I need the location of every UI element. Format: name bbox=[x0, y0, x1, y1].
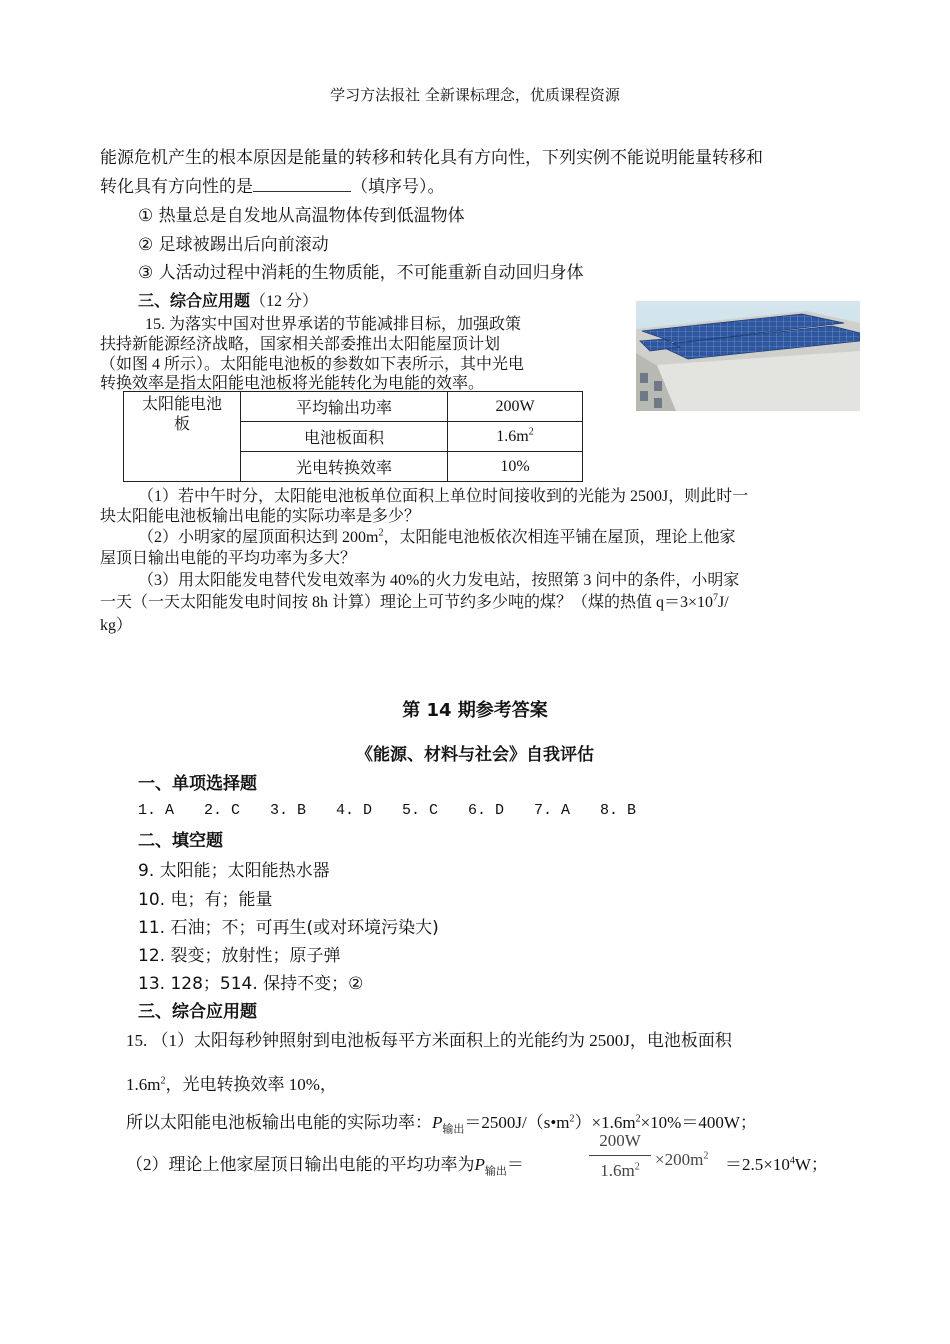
q15-sub3-text: 一天（一天太阳能发电时间按 8h 计算）理论上可节约多少吨的煤？（煤的热值 q＝3×10 bbox=[100, 594, 714, 611]
q14-option-2: ② 足球被踢出后向前滚动 bbox=[138, 235, 329, 255]
answer-15-line-4 bbox=[126, 1150, 524, 1178]
power-eq-part-3: ×10%＝400W； bbox=[640, 1113, 757, 1132]
answers-subtitle: 《能源、材料与社会》自我评估 bbox=[356, 745, 594, 765]
section-3-score: （12 分） bbox=[250, 293, 319, 310]
q15-intro-4: 转换效率是指太阳能电池板将光能转化为电能的效率。 bbox=[100, 375, 485, 392]
q15-sub1-line-1: （1）若中午时分，太阳能电池板单位面积上单位时间接收到的光能为 2500J，则此时一 bbox=[138, 488, 749, 505]
answer-15-line-2 bbox=[126, 1070, 337, 1095]
q15-sub3-line-2 bbox=[100, 589, 729, 612]
power-eq-exponent-2: 2 bbox=[635, 1113, 641, 1125]
avg-power-symbol: P bbox=[474, 1155, 485, 1174]
answer-15-line-1: 15. （1）太阳每秒钟照射到电池板每平方米面积上的光能约为 2500J，电池板面积 bbox=[126, 1031, 732, 1050]
q15-intro-2: 扶持新能源经济战略，国家相关部委推出太阳能屋顶计划 bbox=[100, 336, 501, 353]
fraction-bar bbox=[589, 1155, 651, 1156]
param-label-area: 电池板面积 bbox=[241, 422, 448, 452]
solar-panel-parameters-table bbox=[123, 391, 583, 482]
q14-line-2 bbox=[100, 172, 445, 197]
q14-option-1: ① 热量总是自发地从高温物体传到低温物体 bbox=[138, 206, 465, 226]
q14-stem-end: （填序号）。 bbox=[351, 177, 445, 197]
q14-option-3: ③ 人活动过程中消耗的生物质能，不可能重新自动回归身体 bbox=[138, 263, 584, 283]
fill-answer-9: 9. 太阳能；太阳能热水器 bbox=[138, 861, 330, 881]
power-eq-part-2: ）×1.6m bbox=[574, 1113, 636, 1132]
answer-15-area-exponent: 2 bbox=[160, 1075, 166, 1087]
power-eq-exponent-1: 2 bbox=[569, 1113, 575, 1125]
solar-roof-image bbox=[636, 301, 860, 411]
result-unit: W； bbox=[794, 1155, 828, 1174]
param-label-power: 平均输出功率 bbox=[241, 392, 448, 422]
q15-sub2-exponent: 2 bbox=[378, 527, 384, 539]
row-header-line-1: 太阳能电池 bbox=[141, 396, 222, 413]
param-label-efficiency: 光电转换效率 bbox=[241, 452, 448, 482]
answers-section-1: 一、单项选择题 bbox=[138, 774, 257, 794]
power-eq-part-1: ＝2500J/（s•m bbox=[464, 1113, 570, 1132]
answer-15-avg-label: （2）理论上他家屋顶日输出电能的平均功率为 bbox=[126, 1155, 475, 1174]
answer-15-line-3 bbox=[126, 1108, 757, 1136]
section-3-title: 三、综合应用题 bbox=[138, 291, 251, 310]
answers-section-2: 二、填空题 bbox=[138, 831, 223, 851]
q15-sub2-line-2: 屋顶日输出电能的平均功率为多大？ bbox=[100, 550, 357, 567]
avg-power-subscript: 输出 bbox=[484, 1165, 507, 1178]
q15-intro-1: 15. 为落实中国对世界承诺的节能减排目标，加强政策 bbox=[145, 316, 522, 333]
table-row-header bbox=[124, 392, 241, 482]
multiplier-value: ×200m bbox=[655, 1150, 704, 1169]
fraction-numerator: 200W bbox=[599, 1131, 641, 1150]
choice-answers: 1. A 2. C 3. B 4. D 5. C 6. D 7. A 8. B bbox=[138, 802, 637, 819]
answer-15-area: 1.6m bbox=[126, 1075, 161, 1094]
param-value-area bbox=[448, 422, 583, 452]
q15-sub3-line-3: kg） bbox=[100, 617, 133, 634]
param-value-power: 200W bbox=[448, 392, 583, 422]
answer-blank bbox=[253, 177, 351, 192]
fraction-denominator bbox=[589, 1161, 651, 1181]
q15-intro-3: （如图 4 所示）。太阳能电池板的参数如下表所示，其中光电 bbox=[100, 356, 525, 373]
answers-title: 第 14 期参考答案 bbox=[402, 700, 548, 721]
answer-15-result bbox=[725, 1150, 828, 1175]
area-exponent: 2 bbox=[528, 426, 534, 438]
fill-answer-11: 11. 石油；不；可再生(或对环境污染大) bbox=[138, 918, 439, 938]
q15-sub2-text: （2）小明家的屋顶面积达到 200m bbox=[138, 529, 379, 546]
q14-line-1: 能源危机产生的根本原因是能量的转移和转化具有方向性，下列实例不能说明能量转移和 bbox=[100, 148, 763, 168]
row-header-line-2: 板 bbox=[173, 416, 190, 433]
denominator-value: 1.6m bbox=[600, 1161, 635, 1180]
avg-power-equals: ＝ bbox=[506, 1155, 524, 1174]
page-header: 学习方法报社 全新课标理念，优质课程资源 bbox=[330, 86, 620, 104]
fraction-multiplier bbox=[655, 1150, 708, 1170]
fill-answer-10: 10. 电；有；能量 bbox=[138, 890, 273, 910]
param-value-efficiency: 10% bbox=[448, 452, 583, 482]
answer-15-efficiency: ，光电转换效率 10%， bbox=[165, 1075, 337, 1094]
denominator-exponent: 2 bbox=[634, 1161, 640, 1173]
q15-sub3-unit: J/ bbox=[718, 594, 729, 611]
fraction bbox=[589, 1131, 651, 1185]
q15-sub2-text-end: ，太阳能电池板依次相连平铺在屋顶，理论上他家 bbox=[383, 529, 736, 546]
result-value: ＝2.5×10 bbox=[725, 1155, 790, 1174]
answer-15-power-label: 所以太阳能电池板输出电能的实际功率： bbox=[126, 1113, 432, 1132]
result-exponent: 4 bbox=[789, 1155, 795, 1167]
q15-sub3-line-1: （3）用太阳能发电替代发电效率为 40%的火力发电站，按照第 3 问中的条件，小明家 bbox=[138, 572, 740, 589]
table-row bbox=[124, 392, 583, 422]
q15-sub1-line-2: 块太阳能电池板输出电能的实际功率是多少？ bbox=[100, 508, 421, 525]
q15-sub2-line-1 bbox=[138, 524, 735, 547]
q15-sub3-exponent: 7 bbox=[713, 592, 719, 604]
multiplier-exponent: 2 bbox=[703, 1150, 709, 1162]
area-value: 1.6m bbox=[496, 427, 529, 445]
power-symbol: P bbox=[432, 1113, 443, 1132]
section-3-heading bbox=[138, 288, 318, 311]
q14-stem: 转化具有方向性的是 bbox=[100, 177, 253, 197]
answers-section-3: 三、综合应用题 bbox=[138, 1002, 257, 1022]
fill-answer-12: 12. 裂变；放射性；原子弹 bbox=[138, 946, 341, 966]
power-subscript: 输出 bbox=[442, 1123, 465, 1136]
fill-answer-13: 13. 128；514. 保持不变；② bbox=[138, 974, 364, 994]
